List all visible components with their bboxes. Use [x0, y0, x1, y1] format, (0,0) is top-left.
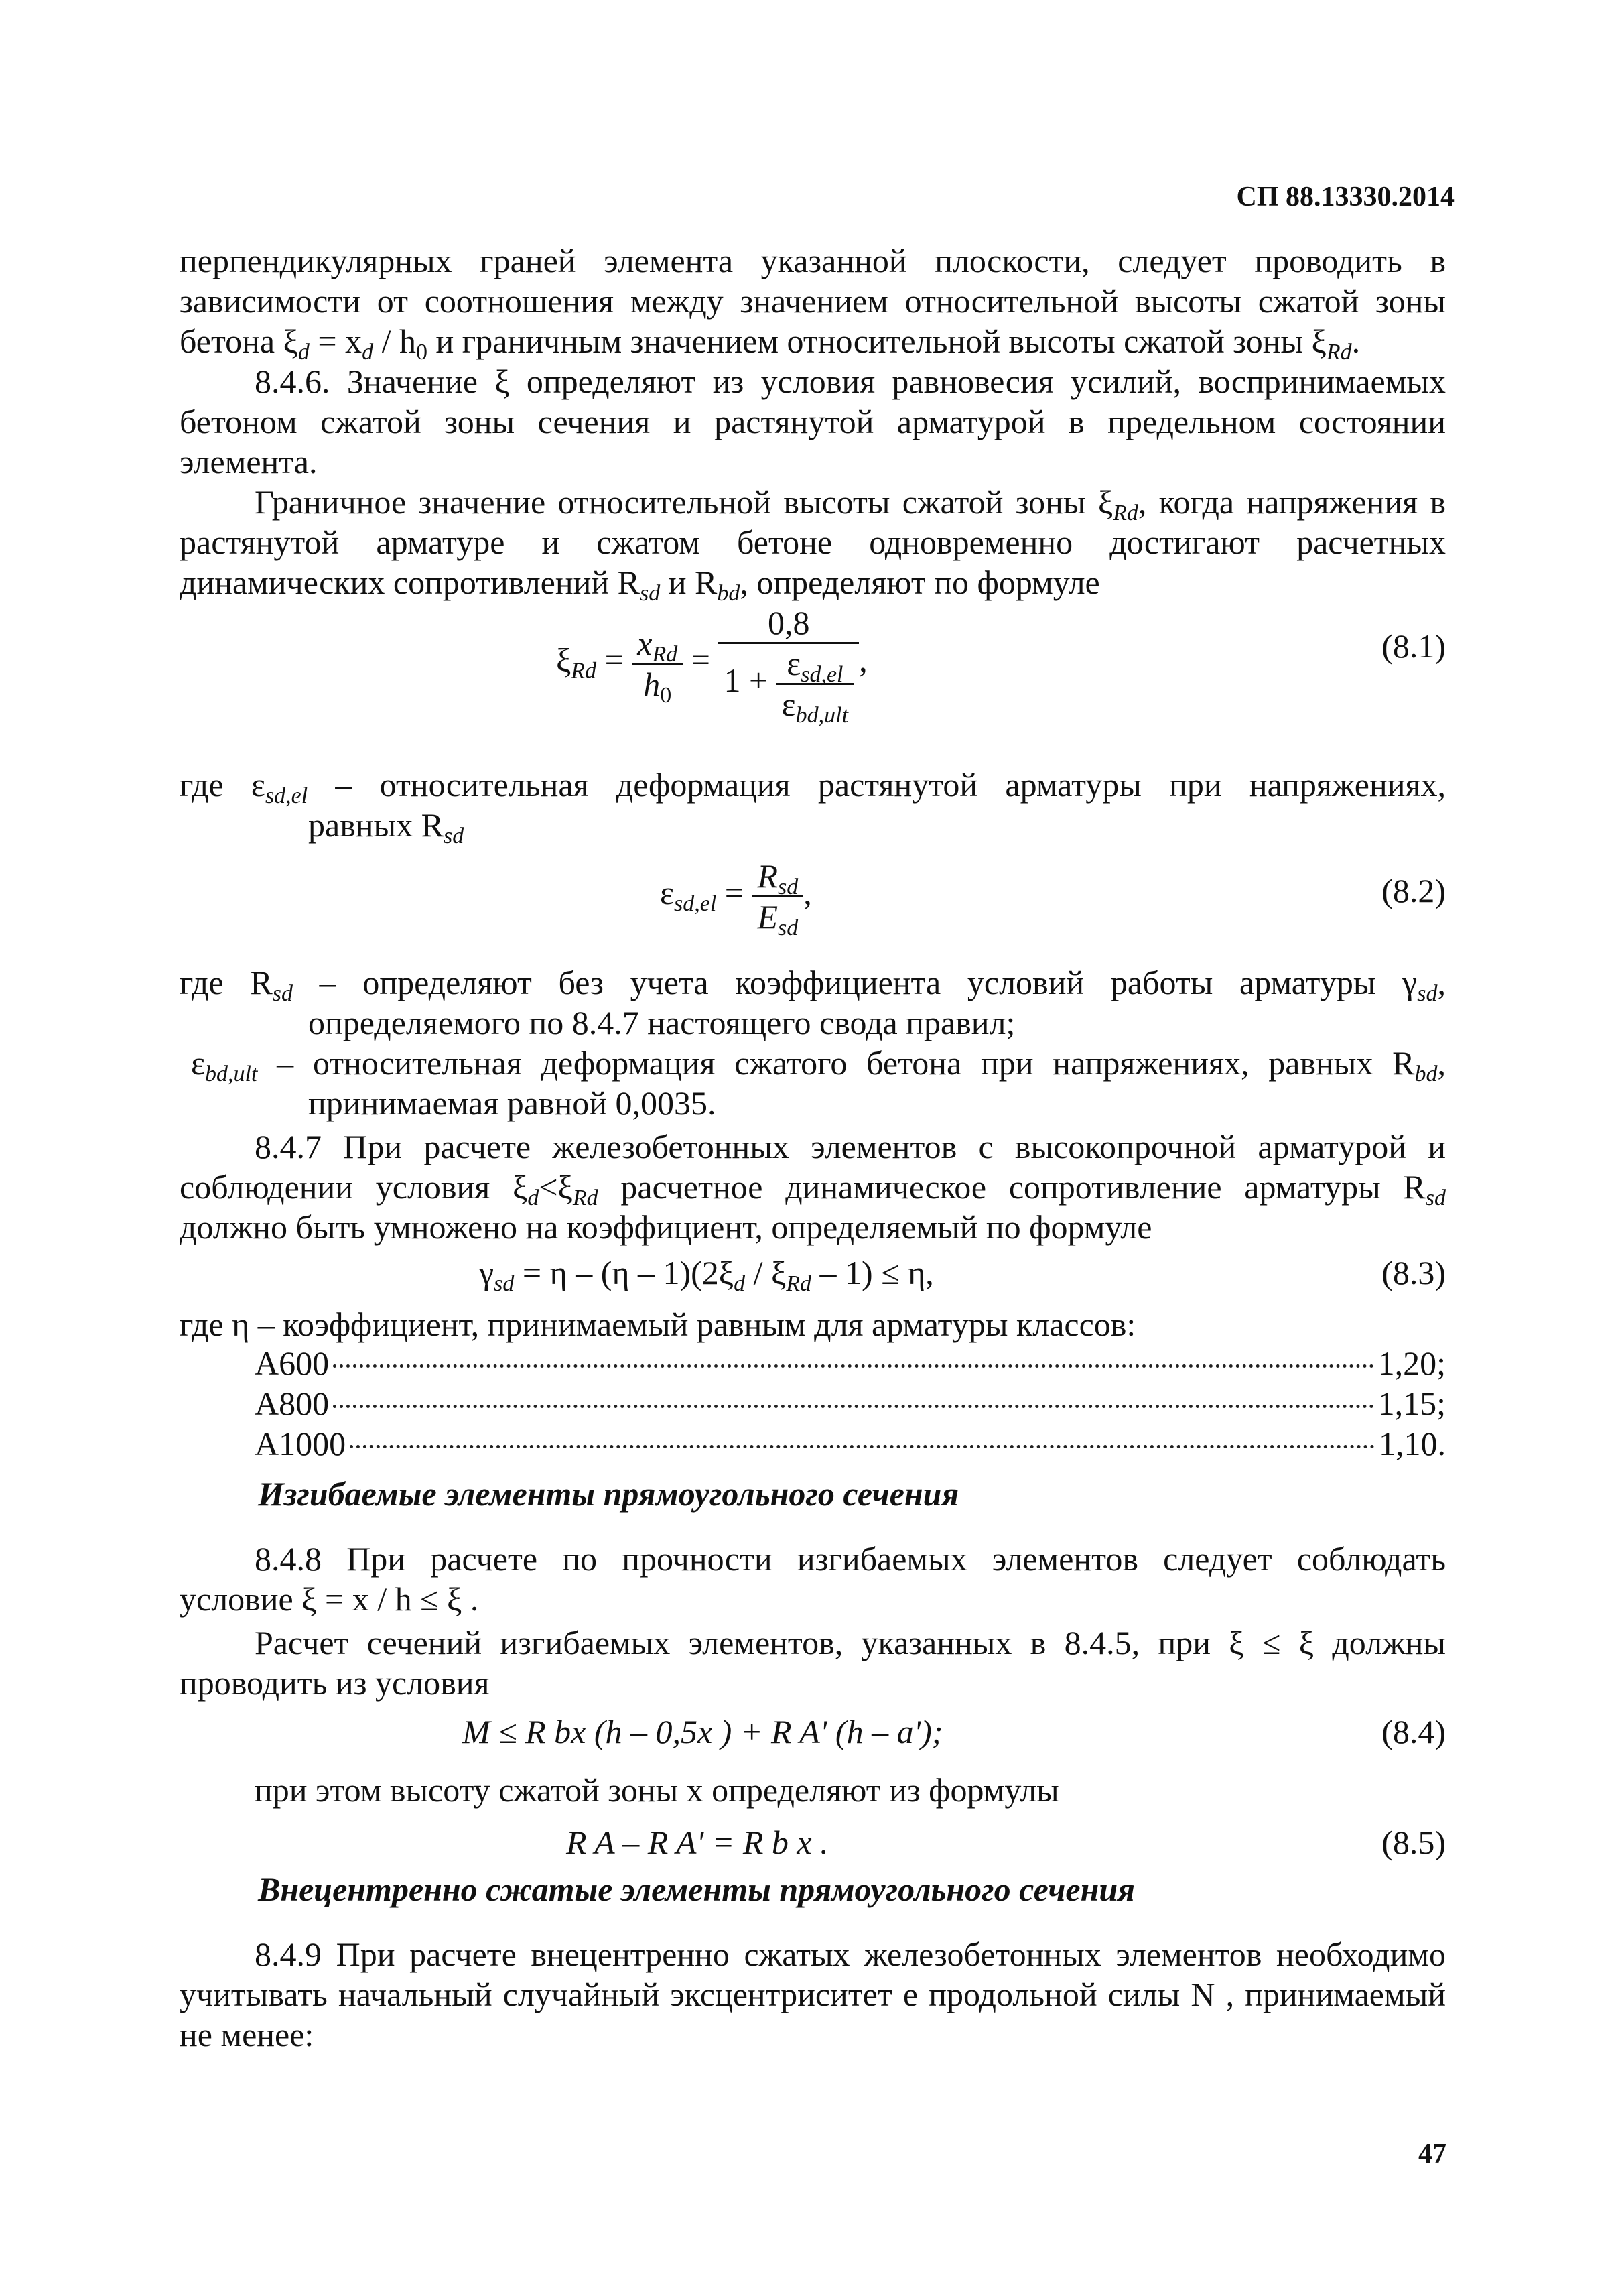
- formula-subscript: Rd: [652, 641, 678, 667]
- text-run: и граничным значением относительной высоты сжатой зоны ξ: [427, 322, 1327, 360]
- equation-number: (8.3): [1381, 1254, 1446, 1291]
- document-code: СП 88.13330.2014: [1236, 182, 1455, 212]
- formula-subscript: bd,ult: [795, 703, 849, 728]
- dot-leader: [333, 1405, 1373, 1408]
- formula-8-5: R A – R A' = R b x .: [566, 1824, 829, 1861]
- text-run: / h: [373, 322, 417, 360]
- text-run: и R: [660, 564, 718, 601]
- formula-symbol: ε: [660, 873, 674, 911]
- paragraph-line: элемента.: [180, 443, 318, 481]
- formula-symbol: ε: [787, 645, 801, 682]
- paragraph-line: перпендикулярных граней элемента указанной плоскости, следует проводить в: [180, 242, 1446, 279]
- formula-symbol: x: [637, 624, 653, 662]
- formula-symbol: h: [643, 665, 661, 703]
- text-run: – относительная деформация растянутой арматуры при напряжениях,: [308, 766, 1446, 804]
- fraction: [632, 624, 683, 708]
- equation-number: (8.5): [1381, 1824, 1446, 1861]
- leader-row: [255, 1424, 1446, 1463]
- leader-row: [255, 1384, 1446, 1423]
- paragraph-line: учитывать начальный случайный эксцентриситет e продольной силы N , принимаемый: [180, 1976, 1446, 2013]
- paragraph-line: 8.4.9 При расчете внецентренно сжатых железобетонных элементов необходимо: [255, 1935, 1446, 1973]
- paragraph-line: где η – коэффициент, принимаемый равным для арматуры классов:: [180, 1305, 1136, 1343]
- paragraph-line: не менее:: [180, 2016, 314, 2053]
- formula-subscript: sd: [778, 915, 799, 940]
- formula-subscript: 0: [660, 682, 672, 708]
- fraction: $\frac{\varepsilon_{sd,el}}{\varepsilon_{bd,ult}}$: [776, 644, 854, 724]
- paragraph-line: бетоном сжатой зоны сечения и растянутой арматурой в предельном состоянии: [180, 403, 1446, 440]
- formula-text: – 1) ≤ η,: [811, 1254, 934, 1291]
- paragraph-line: динамических сопротивлений $R_{sd}$ и $R_{bd}$, определяют по формуле: [180, 564, 1100, 606]
- paragraph-line: определяемого по 8.4.7 настоящего свода правил;: [308, 1004, 1016, 1041]
- section-heading: Внецентренно сжатые элементы прямоугольного сечения: [258, 1870, 1135, 1908]
- text-run: где ε: [180, 766, 265, 804]
- equation-number: (8.2): [1381, 872, 1446, 909]
- text-run: равных R: [308, 806, 444, 844]
- formula-8-2: $\varepsilon_{sd,el}$ = $\frac{R_{sd}}{E_{sd}}$ ,: [660, 857, 812, 940]
- formula-symbol: 1 +: [724, 661, 768, 699]
- formula-text: / ξ: [745, 1254, 787, 1291]
- formula-symbol: γ: [479, 1254, 494, 1291]
- dot-leader: [333, 1364, 1373, 1368]
- formula-subscript: sd: [778, 875, 799, 899]
- text-run: бетона ξ: [180, 322, 298, 360]
- formula-8-3: $\gamma_{sd} = \eta - (\eta - 1)(2\xi_d / \xi_{Rd} - 1) \le \eta$,: [479, 1254, 934, 1296]
- text-run: = x: [309, 322, 362, 360]
- text-run: – относительная деформация сжатого бетона при напряжениях, равных R: [257, 1044, 1415, 1082]
- class-label: А1000: [255, 1425, 346, 1462]
- paragraph-line: 8.4.7 При расчете железобетонных элементов с высокопрочной арматурой и: [255, 1128, 1446, 1165]
- text-run: ε: [191, 1044, 205, 1082]
- text-run: соблюдении условия ξ: [180, 1168, 528, 1206]
- text-run: – определяют без учета коэффициента условий работы арматуры γ: [292, 964, 1418, 1001]
- formula-symbol: R: [757, 857, 779, 895]
- paragraph-line: соблюдении условия $\xi_d<\xi_{Rd}$ расчетное динамическое сопротивление арматуры $R_{sd}$: [180, 1168, 1446, 1210]
- paragraph-line: условие ξ = x / h ≤ ξ .: [180, 1580, 479, 1618]
- paragraph-line: где $R_{sd}$ – определяют без учета коэффициента условий работы арматуры $\gamma_{sd}$,: [180, 964, 1446, 1006]
- fraction: [752, 856, 803, 940]
- paragraph-line: Граничное значение относительной высоты сжатой зоны $\xi_{Rd}$, когда напряжения в: [255, 483, 1446, 525]
- text-run: , когда напряжения в: [1138, 483, 1446, 521]
- class-value: 1,20;: [1377, 1344, 1446, 1382]
- paragraph-line: Расчет сечений изгибаемых элементов, указанных в 8.4.5, при ξ ≤ ξ должны: [255, 1624, 1446, 1661]
- text-run: динамических сопротивлений R: [180, 564, 640, 601]
- formula-subscript: Rd: [571, 658, 597, 684]
- paragraph-line: $\varepsilon_{bd,ult}$ – относительная деформация сжатого бетона при напряжениях, равных $R_{bd}$,: [191, 1044, 1446, 1086]
- formula-numerator: 0,8: [718, 603, 859, 644]
- formula-text: = η – (η – 1)(2ξ: [514, 1254, 734, 1291]
- leader-row: [255, 1344, 1446, 1383]
- formula-8-4: M ≤ R bx (h – 0,5x ) + R A' (h – a');: [462, 1713, 943, 1750]
- text-run: расчетное динамическое сопротивление арматуры R: [598, 1168, 1426, 1206]
- dot-leader: [350, 1445, 1375, 1448]
- paragraph-line: при этом высоту сжатой зоны x определяют из формулы: [255, 1771, 1059, 1809]
- paragraph-line: зависимости от соотношения между значением относительной высоты сжатой зоны: [180, 282, 1446, 320]
- paragraph-line: растянутой арматуре и сжатом бетоне одновременно достигают расчетных: [180, 523, 1446, 561]
- paragraph-line: 8.4.6. Значение ξ определяют из условия равновесия усилий, воспринимаемых: [255, 363, 1446, 400]
- paragraph-line: равных $R_{sd}$: [308, 806, 464, 848]
- text-run: Граничное значение относительной высоты сжатой зоны ξ: [255, 483, 1113, 521]
- section-heading: Изгибаемые элементы прямоугольного сечения: [258, 1475, 959, 1513]
- paragraph-line: где $\varepsilon_{sd,el}$ – относительная деформация растянутой арматуры при напряжениях,: [180, 766, 1446, 808]
- fraction: [718, 603, 859, 728]
- class-value: 1,10.: [1379, 1425, 1446, 1462]
- formula-subscript: sd,el: [674, 891, 717, 916]
- class-label: А800: [255, 1385, 330, 1422]
- formula-subscript: sd,el: [801, 662, 843, 687]
- text-run: , определяют по формуле: [740, 564, 1100, 601]
- text-run: где R: [180, 964, 273, 1001]
- class-label: А600: [255, 1344, 330, 1382]
- equation-number: (8.4): [1381, 1713, 1446, 1750]
- paragraph-line: должно быть умножено на коэффициент, определяемый по формуле: [180, 1208, 1152, 1246]
- text-run: <ξ: [539, 1168, 573, 1206]
- page-number: 47: [1418, 2139, 1446, 2169]
- formula-symbol: E: [757, 898, 779, 936]
- formula-8-1: $\xi_{Rd}$ = $\frac{x_{Rd}}{h_0}$ = 0,8 1 + $\frac{\varepsilon_{sd,el}}{\varepsilon_{bd,ult}}$ ,: [556, 604, 868, 728]
- paragraph-line: бетона $\xi_d = x_d / h_0$ и граничным значением относительной высоты сжатой зоны $\xi_{Rd}$.: [180, 322, 1361, 365]
- class-value: 1,15;: [1377, 1385, 1446, 1422]
- formula-symbol: ξ: [556, 641, 571, 679]
- paragraph-line: 8.4.8 При расчете по прочности изгибаемых элементов следует соблюдать: [255, 1540, 1446, 1578]
- paragraph-line: принимаемая равной 0,0035.: [308, 1084, 716, 1122]
- paragraph-line: проводить из условия: [180, 1664, 490, 1702]
- equation-number: (8.1): [1381, 627, 1446, 665]
